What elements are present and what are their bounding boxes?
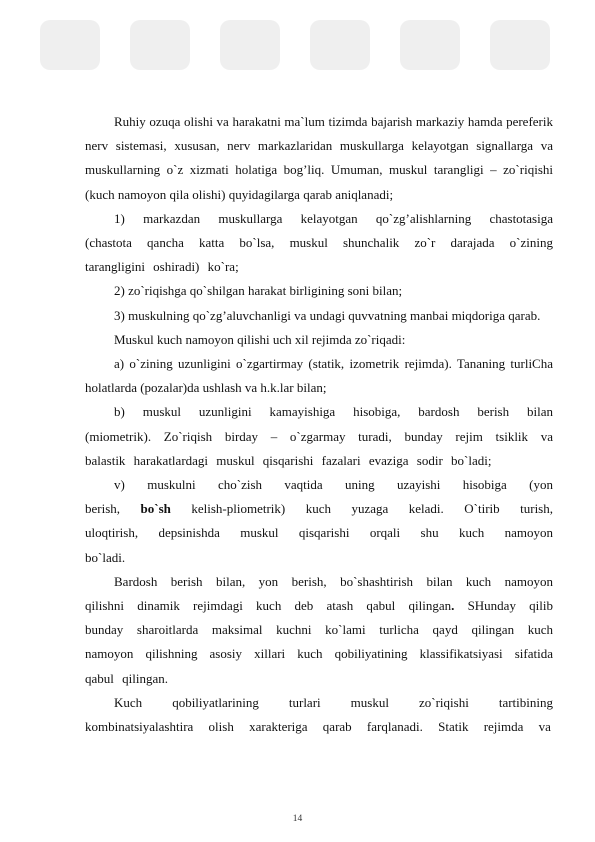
- paragraph-6: a) o`zining uzunligini o`zgartirmay (statik, izometrik rejimda). Tananing turliCha holatlarda (pozalar)da ushlash va h.k.lar bilan;: [85, 356, 553, 396]
- paragraph-9: [85, 570, 553, 691]
- paragraph-7: b) muskul uzunligini kamayishiga hisobiga, bardosh berish bilan (miometrik). Zo`riqish birday – o`zgarmay turadi, bunday rejim tsiklik va balastik harakatlardagi muskul qisqarishi fazalari evaziga sodir bo`ladi;: [85, 404, 553, 468]
- paragraph-8-text-after: kelish-pliometrik) kuch yuzaga keladi. O`tirib turish, uloqtirish, depsinishda muskul qisqarishi orqali shu kuch namoyon bo`ladi.: [85, 501, 553, 565]
- paragraph-4: 3) muskulning qo`zg’aluvchanligi va undagi quvvatning manbai miqdoriga qarab.: [114, 307, 541, 323]
- paragraph-8-text: v) muskulni cho`zish vaqtida uning uzayishi hisobiga (yon berish,: [85, 477, 553, 517]
- paragraph-8: [85, 473, 553, 570]
- paragraph-3: 2) zo`riqishga qo`shilgan harakat birligining soni bilan;: [114, 283, 403, 299]
- watermark-decoration: [0, 0, 595, 90]
- paragraph-10: Kuch qobiliyatlarining turlari muskul zo`riqishi tartibining kombinatsiyalashtira olish xarakteriga qarab farqlanadi. Statik rejimda va: [85, 694, 553, 735]
- paragraph-1: Ruhiy ozuqa olishi va harakatni ma`lum tizimda bajarish markaziy hamda pereferik nerv sistemasi, xususan, nerv markazlaridan muskullarga kelayotgan signallarga va muskullarning o`z xizmati holatiga bog’liq. Umuman, muskul tarangligi – zo`riqishi (kuch namoyon qila olishi) quyidagilarga qarab aniqlanadi;: [85, 114, 553, 202]
- paragraph-9-text-after: SHunday qilib bunday sharoitlarda maksimal kuchni ko`lami turlicha qayd qilingan kuch namoyon qilishning asosiy xillari kuch qobiliyatining klassifikatsiyasi sifatida qabul qilingan.: [85, 598, 553, 686]
- paragraph-9-bold: .: [451, 598, 455, 614]
- paragraph-8-bold: bo`sh: [140, 501, 171, 517]
- paragraph-2: 1) markazdan muskullarga kelayotgan qo`zg’alishlarning chastotasiga (chastota qancha katta bo`lsa, muskul shunchalik zo`r darajada o`zining tarangligini oshiradi) ko`ra;: [85, 210, 553, 275]
- paragraph-9-text: Bardosh berish bilan, yon berish, bo`shashtirish bilan kuch namoyon qilishni dinamik rejimdagi kuch deb atash qabul qilingan: [85, 573, 553, 614]
- paragraph-5: Muskul kuch namoyon qilishi uch xil rejimda zo`riqadi:: [114, 331, 406, 347]
- page-number: 14: [292, 814, 303, 824]
- body-text: [85, 110, 553, 739]
